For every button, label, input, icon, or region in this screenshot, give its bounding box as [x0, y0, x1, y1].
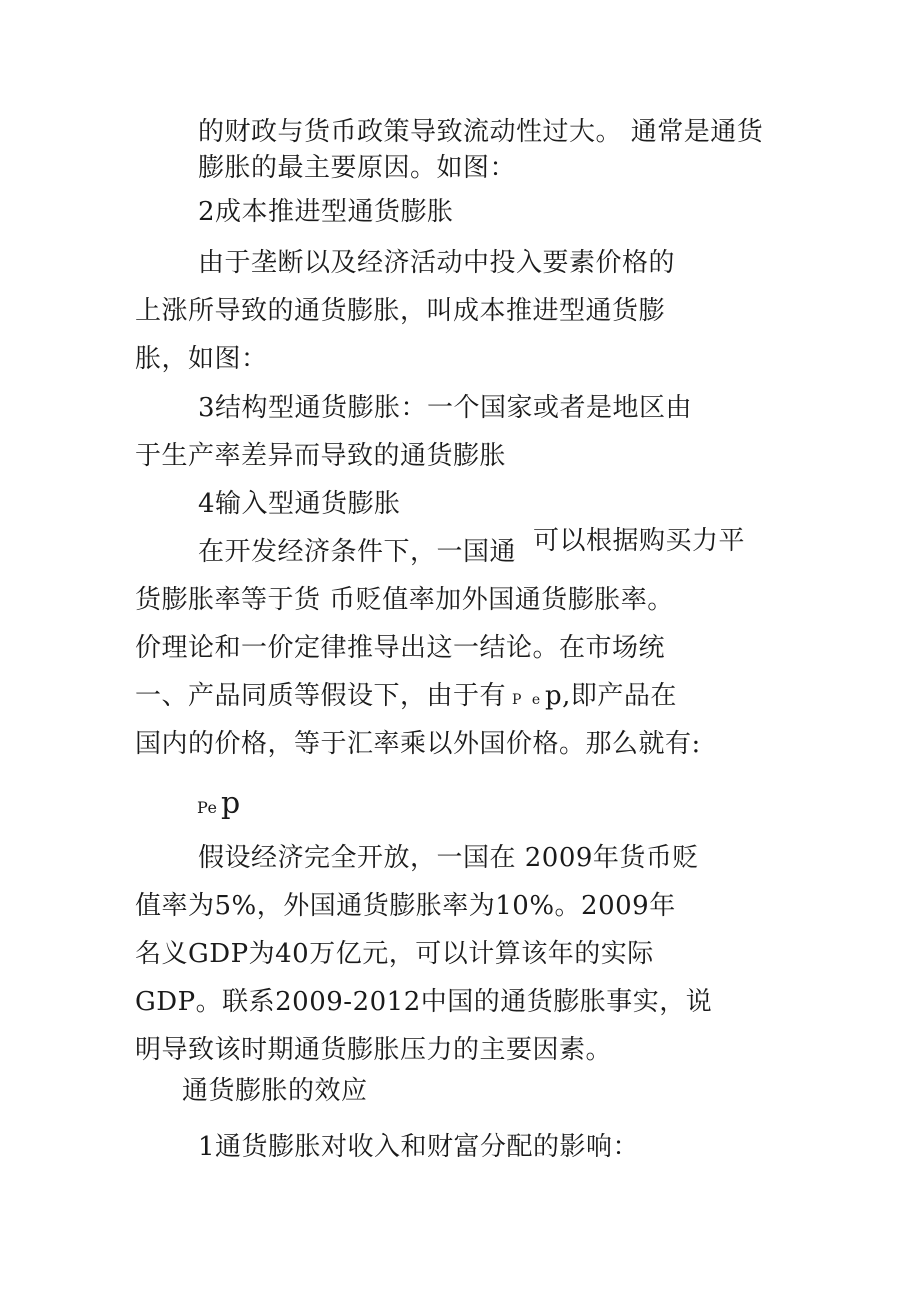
text-line-2: 膨胀的最主要原因。如图：	[198, 153, 517, 183]
formula-p: p	[221, 786, 241, 821]
heading-inflation-effects: 通货膨胀的效应	[182, 1076, 368, 1106]
text-line-16: 假设经济完全开放，一国在 2009年货币贬	[198, 843, 699, 873]
text-line-11: 货膨胀率等于货 币贬值率加外国通货膨胀率。	[135, 585, 674, 615]
text-line-19: GDP。联系2009-2012中国的通货膨胀事实，说	[135, 987, 713, 1017]
heading-structural-inflation: 3结构型通货膨胀：一个国家或者是地区由	[198, 393, 693, 423]
heading-imported-inflation: 4输入型通货膨胀	[198, 489, 401, 519]
heading-cost-push-inflation: 2成本推进型通货膨胀	[198, 197, 454, 227]
text-line-1: 的财政与货币政策导致流动性过大。 通常是通货	[198, 117, 764, 147]
heading-income-wealth-effect: 1通货膨胀对收入和财富分配的影响：	[198, 1132, 640, 1162]
text-line-5: 上涨所导致的通货膨胀，叫成本推进型通货膨	[135, 296, 666, 326]
text-line-20: 明导致该时期通货膨胀压力的主要因素。	[135, 1035, 613, 1065]
text-line-6: 胀，如图：	[135, 344, 268, 374]
text-line-14: 国内的价格，等于汇率乘以外国价格。那么就有:	[135, 729, 701, 759]
text-line-12: 价理论和一价定律推导出这一结论。在市场统	[135, 633, 666, 663]
text-line-10: 在开发经济条件下，一国通	[198, 537, 517, 567]
text-line-13: 一、产品同质等假设下，由于有	[135, 681, 507, 711]
formula-fragment-pe: P e	[512, 692, 544, 708]
text-line-8: 于生产率差异而导致的通货膨胀	[135, 441, 507, 471]
text-line-13-tail: p,即产品在	[545, 681, 677, 711]
text-line-10-overflow: 可以根据购买力平	[533, 526, 746, 556]
text-line-18: 名义GDP为40万亿元，可以计算该年的实际	[135, 939, 654, 969]
formula-pe: Pe	[197, 798, 218, 817]
text-line-4: 由于垄断以及经济活动中投入要素价格的	[198, 248, 676, 278]
text-line-17: 值率为5%，外国通货膨胀率为10%。2009年	[135, 891, 676, 921]
